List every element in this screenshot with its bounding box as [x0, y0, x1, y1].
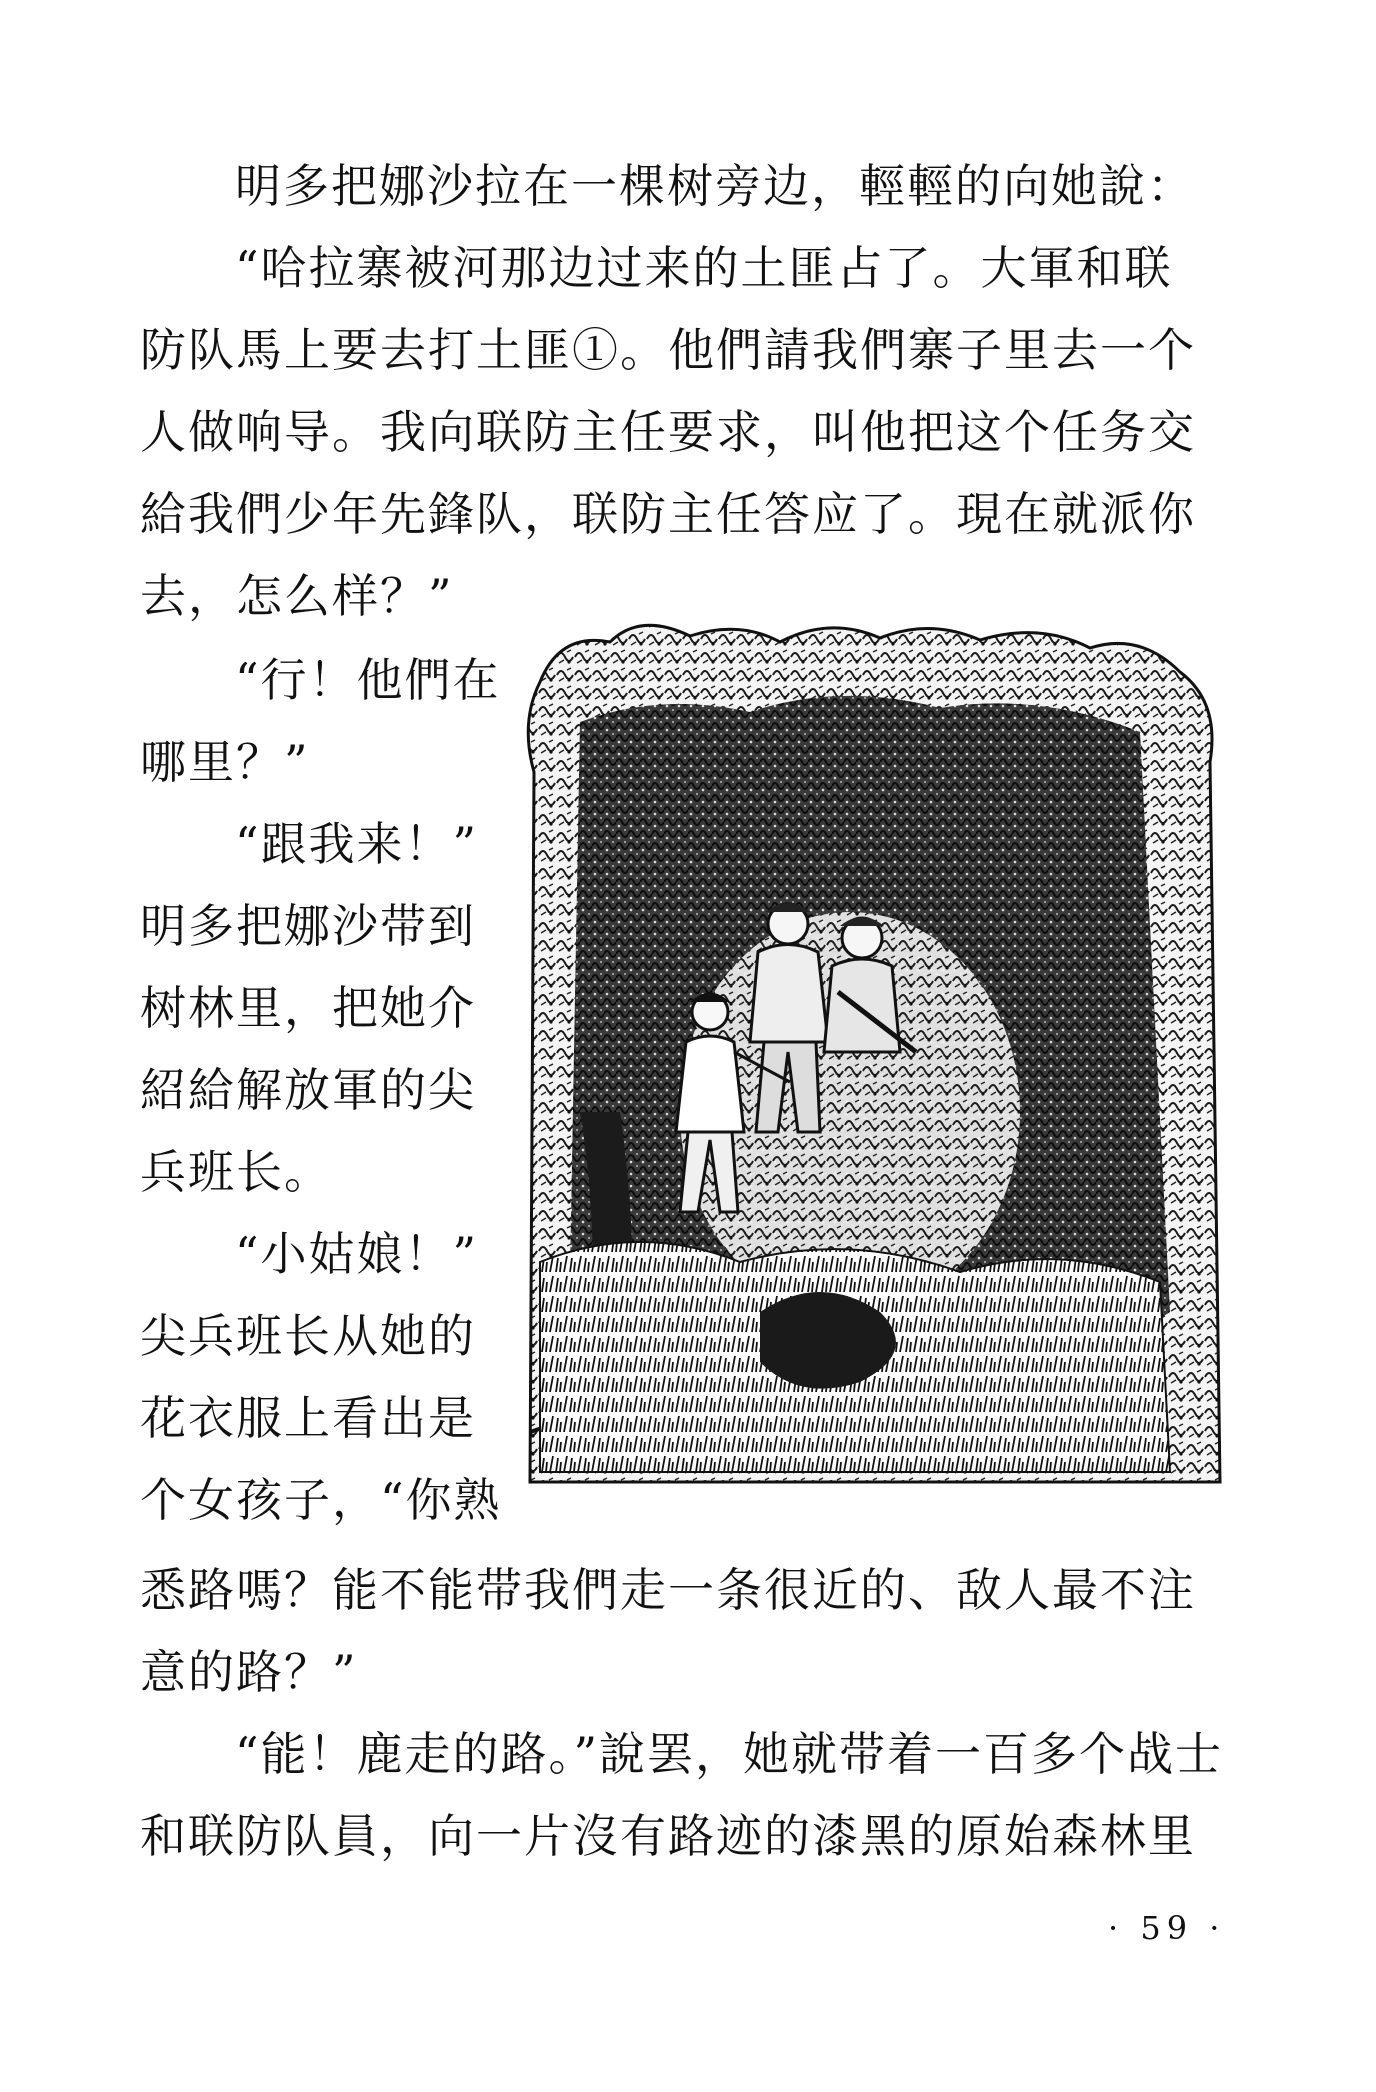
text-line: 意的路？” [140, 1645, 358, 1699]
text-line: 防队馬上要去打土匪①。他們請我們寨子里去一个 [140, 323, 1196, 377]
text-line: “哈拉寨被河那边过来的土匪占了。大軍和联 [235, 241, 1173, 295]
text-line: 去，怎么样？” [140, 569, 454, 623]
side-text-line: 个女孩子，“你熟 [140, 1473, 502, 1527]
side-text-line: 明多把娜沙带到 [140, 899, 476, 953]
side-text-line: 哪里？” [140, 735, 310, 789]
side-text-line: “跟我来！” [235, 817, 479, 871]
side-text-line: “行！他們在 [235, 653, 501, 707]
side-text-line: 尖兵班长从她的 [140, 1309, 476, 1363]
text-line: 給我們少年先鋒队，联防主任答应了。現在就派你 [140, 487, 1196, 541]
text-line: 和联防队員，向一片沒有路迹的漆黑的原始森林里 [140, 1809, 1196, 1863]
forest-illustration [520, 612, 1226, 1490]
text-line: “能！鹿走的路。”說罢，她就带着一百多个战士 [235, 1727, 1224, 1781]
side-text-line: 紹給解放軍的尖 [140, 1063, 476, 1117]
text-line: 人做响导。我向联防主任要求，叫他把这个任务交 [140, 405, 1196, 459]
text-line: 明多把娜沙拉在一棵树旁边，輕輕的向她說： [235, 159, 1195, 213]
page-number: · 59 · [1108, 1909, 1226, 1947]
side-text-line: 树林里，把她介 [140, 981, 476, 1035]
side-text-line: 兵班长。 [140, 1145, 332, 1199]
text-line: 悉路嗎？能不能带我們走一条很近的、敌人最不注 [140, 1563, 1196, 1617]
side-text-line: 花衣服上看出是 [140, 1391, 476, 1445]
side-text-line: “小姑娘！” [235, 1227, 479, 1281]
